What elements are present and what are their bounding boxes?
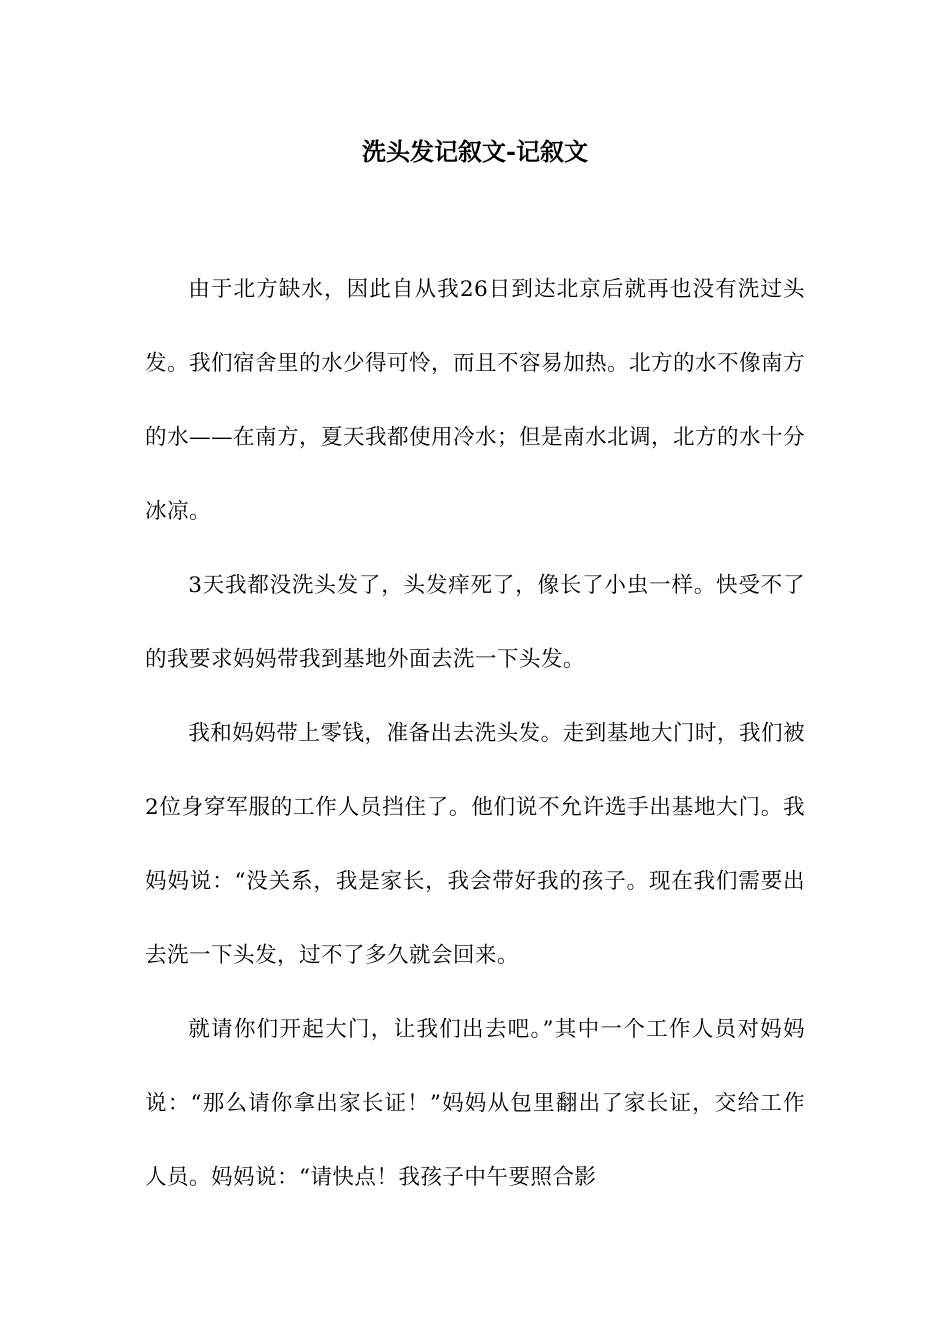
- document-title: 洗头发记叙文-记叙文: [362, 137, 588, 166]
- paragraph-3: 我和妈妈带上零钱，准备出去洗头发。走到基地大门时，我们被2位身穿军服的工作人员挡住了。他们说不允许选手出基地大门。我妈妈说：“没关系，我是家长，我会带好我的孩子。现在我们需要出去洗一下头发，过不了多久就会回来。: [145, 721, 805, 968]
- document-body: [145, 253, 805, 1215]
- paragraph-2: 3天我都没洗头发了，头发痒死了，像长了小虫一样。快受不了的我要求妈妈带我到基地外面去洗一下头发。: [145, 573, 805, 672]
- paragraph-4: 就请你们开起大门，让我们出去吧。”其中一个工作人员对妈妈说：“那么请你拿出家长证！”妈妈从包里翻出了家长证，交给工作人员。妈妈说：“请快点！我孩子中午要照合影: [145, 1017, 805, 1190]
- paragraph-1: 由于北方缺水，因此自从我26日到达北京后就再也没有洗过头发。我们宿舍里的水少得可怜，而且不容易加热。北方的水不像南方的水——在南方，夏天我都使用冷水；但是南水北调，北方的水十分冰凉。: [145, 277, 805, 524]
